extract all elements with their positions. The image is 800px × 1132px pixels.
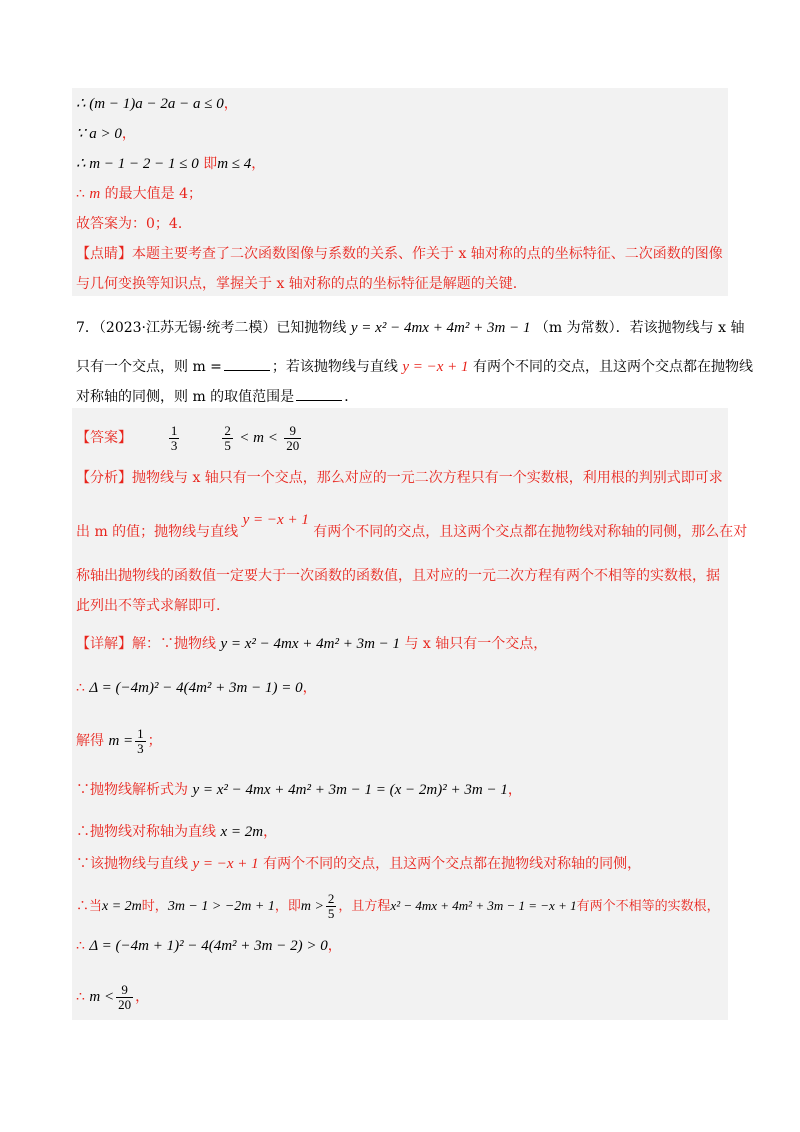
detail-line-4	[76, 780, 522, 800]
detail-line-7-fraction-den: 5	[327, 906, 335, 921]
detail-line-3-fraction-den: 3	[137, 740, 144, 756]
detail-line-6-eq: y = −x + 1	[192, 856, 259, 872]
answer-fraction-3-num: 9	[284, 424, 301, 439]
question-7-intro: 7．（2023·江苏无锡·统考二模）已知抛物线	[76, 320, 347, 336]
detail-line-4-b: ，	[507, 782, 522, 798]
answer-range-middle: < m <	[239, 430, 278, 446]
detail-line-7-fraction-num: 2	[327, 891, 335, 906]
question-7-line-3	[76, 386, 358, 407]
remark-line-2: 与几何变换等知识点，掌握关于 x 轴对称的点的坐标特征是解题的关键.	[76, 276, 518, 292]
detail-line-6	[76, 854, 641, 874]
detail-line-7-eq3: m >	[300, 899, 324, 914]
detail-line-7-a: ∴当	[76, 899, 103, 914]
analysis-line-1: 【分析】抛物线与 x 轴只有一个交点，那么对应的一元二次方程只有一个实数根，利用根的判别式即可求	[76, 470, 723, 486]
detail-line-1-b: 与 x 轴只有一个交点，	[404, 636, 548, 652]
detail-line-7-eq2: 3m − 1 > −2m + 1	[167, 899, 275, 914]
question-7-line-2	[76, 356, 753, 377]
sol-line-3-tail: ，	[251, 156, 266, 172]
detail-line-5-a: ∴抛物线对称轴为直线	[76, 824, 216, 840]
detail-line-1-a: 【详解】解：∵抛物线	[76, 636, 216, 652]
detail-line-2	[76, 678, 317, 698]
sol-line-4-var: m	[89, 186, 101, 202]
detail-line-2-b: ，	[302, 680, 317, 696]
detail-line-3	[76, 724, 162, 758]
sol-line-4	[76, 184, 202, 204]
detail-line-2-a: ∴	[76, 680, 85, 696]
detail-line-5-b: ，	[263, 824, 278, 840]
detail-line-3-eq: m =	[108, 733, 134, 749]
answer-fraction-1-num: 1	[170, 422, 178, 438]
detail-line-6-b: 有两个不同的交点，且这两个交点都在抛物线对称轴的同侧，	[263, 856, 642, 872]
sol-line-4-therefore: ∴	[76, 186, 85, 202]
question-7-line-1	[76, 318, 744, 338]
detail-line-3-fraction-num: 1	[137, 725, 144, 741]
detail-line-8	[76, 936, 342, 956]
solution-block-bottom	[72, 408, 728, 1020]
sol-line-1-math: ∴ (m − 1)a − 2a − a ≤ 0	[76, 96, 224, 112]
sol-line-3-word: 即	[203, 156, 218, 172]
answer-fraction-3-den: 20	[286, 437, 300, 453]
analysis-line-2-b: 有两个不同的交点，且这两个交点都在抛物线对称轴的同侧，那么在对	[313, 524, 748, 540]
question-7-ask-4: 对称轴的同侧，则 m 的取值范围是	[76, 389, 295, 405]
detail-line-7-eq4: x² − 4mx + 4m² + 3m − 1 = −x + 1	[390, 898, 577, 913]
detail-line-6-a: ∵该抛物线与直线	[76, 856, 188, 872]
detail-line-1	[76, 634, 547, 654]
question-7-ask-3: 有两个不同的交点，且这两个交点都在抛物线	[473, 359, 753, 375]
sol-line-1-tail: ，	[223, 96, 238, 112]
question-7-condition: （m 为常数）．若该抛物线与 x 轴	[534, 320, 745, 336]
detail-line-2-eq: Δ = (−4m)² − 4(4m² + 3m − 1) = 0	[89, 680, 303, 696]
question-7-ask-2: ；若该抛物线与直线	[271, 359, 398, 375]
sol-line-2	[76, 124, 136, 144]
analysis-line-3: 称轴出抛物线的函数值一定要大于一次函数的函数值，且对应的一元二次方程有两个不相等的实数根，据	[76, 568, 720, 584]
detail-line-3-b: ；	[147, 733, 162, 749]
answer-blank-1[interactable]	[224, 356, 270, 371]
question-7-line-eq: y = −x + 1	[402, 359, 469, 375]
detail-line-3-a: 解得	[76, 733, 104, 749]
analysis-line-2	[76, 512, 748, 542]
detail-line-8-a: ∴	[76, 938, 85, 954]
detail-line-5-eq: x = 2m	[220, 824, 264, 840]
detail-line-9-fraction	[116, 983, 133, 1012]
answer-summary: 故答案为：0；4．	[76, 216, 192, 232]
detail-line-7-fraction	[326, 892, 337, 921]
detail-line-5	[76, 822, 277, 842]
sol-line-3-math: ∴ m − 1 − 2 − 1 ≤ 0	[76, 156, 199, 172]
answer-fraction-2-num: 2	[224, 422, 231, 438]
sol-line-3-math2: m ≤ 4	[217, 156, 252, 172]
detail-line-1-eq: y = x² − 4mx + 4m² + 3m − 1	[220, 636, 401, 652]
question-7-parabola-eq: y = x² − 4mx + 4m² + 3m − 1	[350, 320, 531, 336]
detail-line-4-a: ∵抛物线解析式为	[76, 782, 188, 798]
analysis-line-eq: y = −x + 1	[242, 512, 309, 528]
answer-blank-2[interactable]	[296, 386, 342, 401]
answer-label: 【答案】	[76, 430, 132, 446]
answer-fraction-1	[169, 424, 180, 453]
detail-line-3-fraction	[135, 727, 146, 756]
detail-line-9-a: ∴	[76, 989, 85, 1005]
detail-line-7-e: 有两个不相等的实数根，	[576, 899, 720, 914]
detail-line-7-b: 时，	[141, 899, 168, 914]
analysis-line-4: 此列出不等式求解即可.	[76, 598, 221, 614]
detail-line-7-c: ，即	[274, 899, 301, 914]
answer-fraction-2-den: 5	[224, 437, 231, 453]
detail-line-9-eq: m <	[89, 989, 115, 1005]
detail-line-9-fraction-num: 9	[116, 983, 133, 998]
sol-line-1	[76, 94, 238, 114]
detail-line-8-eq: Δ = (−4m + 1)² − 4(4m² + 3m − 2) > 0	[89, 938, 328, 954]
detail-line-9-b: ，	[135, 989, 150, 1005]
answer-fraction-2	[222, 424, 233, 453]
sol-line-2-tail: ，	[121, 126, 136, 142]
answer-fraction-1-den: 3	[170, 437, 178, 453]
sol-line-2-math: ∵ a > 0	[76, 126, 122, 142]
detail-line-9	[76, 980, 149, 1014]
answer-fraction-3	[284, 424, 301, 453]
answer-line	[76, 418, 303, 458]
sol-line-3	[76, 154, 265, 174]
sol-line-4-text: 的最大值是 4；	[104, 186, 203, 202]
question-7-end: ．	[344, 389, 359, 405]
detail-line-7	[76, 888, 720, 925]
remark-line-1: 【点睛】本题主要考查了二次函数图像与系数的关系、作关于 x 轴对称的点的坐标特征、二次函数的图像	[76, 246, 723, 262]
detail-line-4-eq: y = x² − 4mx + 4m² + 3m − 1 = (x − 2m)² + 3m − 1	[192, 782, 508, 798]
detail-line-8-b: ，	[327, 938, 342, 954]
analysis-line-2-a: 出 m 的值；抛物线与直线	[76, 524, 239, 540]
detail-line-9-fraction-den: 20	[118, 996, 132, 1012]
question-7-ask-1: 只有一个交点，则 m =	[76, 359, 222, 375]
detail-line-7-eq1: x = 2m	[102, 899, 142, 914]
detail-line-7-d: ，且方程	[338, 899, 391, 914]
